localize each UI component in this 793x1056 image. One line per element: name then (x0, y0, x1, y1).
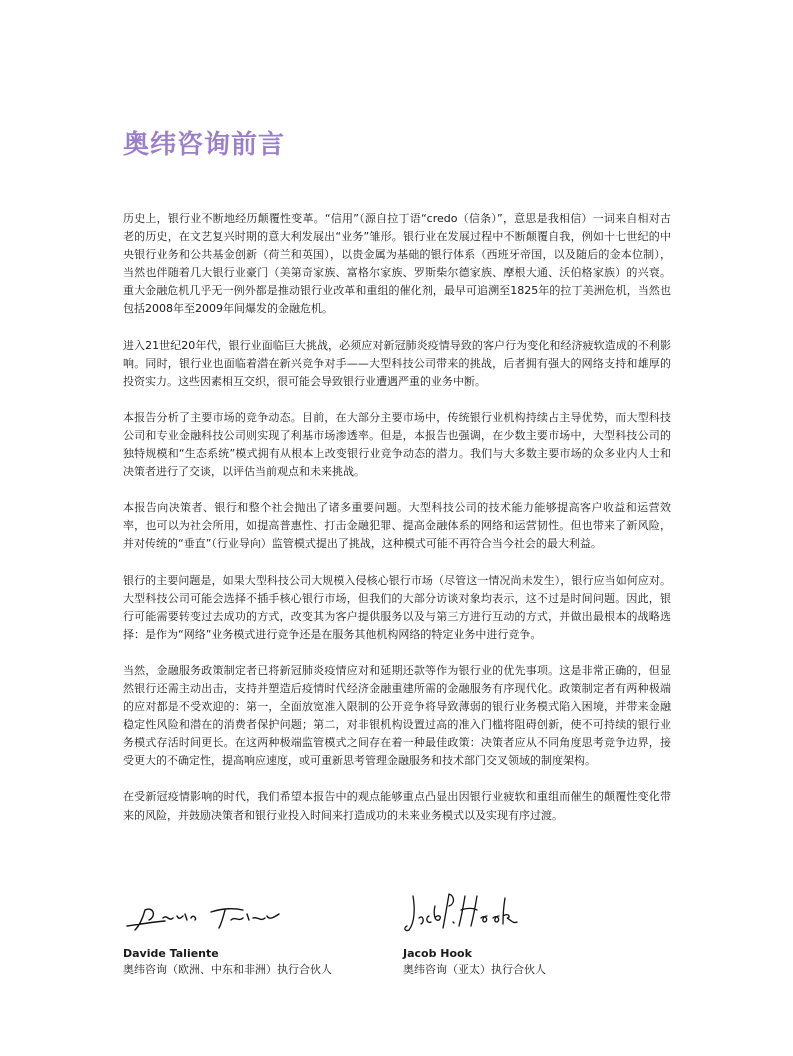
paragraph-history: 历史上，银行业不断地经历颠覆性变革。“信用”（源自拉丁语“credo（信条）”，意思是我相信）一词来自相对古老的历史，在文艺复兴时期的意大利发展出“业务”雏形。银行业在发展过程中不断颠覆自我，例如十七世纪的中央银行业务和公共基金创新（荷兰和英国），以贵金属为基础的银行体系（西班牙帝国，以及随后的金本位制），当然也伴随着几大银行业豪门（美第奇家族、富格尔家族、罗斯柴尔德家族、摩根大通、沃伯格家族）的兴衰。重大金融危机几乎无一例外都是推动银行业改革和重组的催化剂，最早可追溯至1825年的拉丁美洲危机，当然也包括2008年至2009年间爆发的金融危机。 (123, 212, 671, 316)
paragraph-policy: 当然，金融服务政策制定者已将新冠肺炎疫情应对和延期还款等作为银行业的优先事项。这是非常正确的，但显然银行还需主动出击，支持并塑造后疫情时代经济金融重建所需的金融服务有序现代化。政策制定者有两种极端的应对都是不受欢迎的：第一，全面放宽准入限制的公开竞争将导致薄弱的银行业务模式陷入困境，并带来金融稳定性风险和潜在的消费者保护问题；第二，对非银机构设置过高的准入门槛将阻碍创新，使不可持续的银行业务模式存活时间更长。在这两种极端监管模式之间存在着一种最佳政策：决策者应从不同角度思考竞争边界，接受更大的不确定性，提高响应速度，或可重新思考管理金融服务和技术部门交叉领域的制度架构。 (123, 663, 671, 768)
signer-title: 奥纬咨询（欧洲、中东和非洲）执行合伙人 (123, 963, 332, 976)
signature-block-davide (123, 888, 332, 978)
signature-block-jacob (403, 888, 563, 978)
signer-name: Jacob Hook (403, 947, 472, 960)
signature-image-davide (123, 888, 283, 936)
signer-title: 奥纬咨询（亚太）执行合伙人 (403, 963, 546, 976)
paragraph-bank-response: 银行的主要问题是，如果大型科技公司大规模入侵核心银行市场（尽管这一情况尚未发生），银行应当如何应对。大型科技公司可能会选择不插手核心银行市场，但我们的大部分访谈对象均表示，这不过是时间问题。因此，银行可能需要转变过去成功的方式，改变其为客户提供服务以及与第三方进行互动的方式，并做出最根本的战略选择：是作为“网络”业务模式进行竞争还是在服务其他机构网络的特定业务中进行竞争。 (123, 573, 671, 641)
body-text (123, 210, 671, 843)
paragraph-challenges: 进入21世纪20年代，银行业面临巨大挑战，必须应对新冠肺炎疫情导致的客户行为变化和经济疲软造成的不利影响。同时，银行业也面临着潜在新兴竞争对手——大型科技公司带来的挑战，后者拥有强大的网络支持和雄厚的投资实力。这些因素相互交织，很可能会导致银行业遭遇严重的业务中断。 (123, 338, 671, 388)
paragraph-competition: 本报告分析了主要市场的竞争动态。目前，在大部分主要市场中，传统银行业机构持续占主导优势，而大型科技公司和专业金融科技公司则实现了利基市场渗透率。但是，本报告也强调，在少数主要市场中，大型科技公司的独特规模和“生态系统”模式拥有从根本上改变银行业竞争动态的潜力。我们与大多数主要市场的众多业内人士和决策者进行了交谈，以评估当前观点和未来挑战。 (123, 410, 671, 479)
signer-name: Davide Taliente (123, 947, 219, 960)
paragraph-issues: 本报告向决策者、银行和整个社会抛出了诸多重要问题。大型科技公司的技术能力能够提高客户收益和运营效率，也可以为社会所用，如提高普惠性、打击金融犯罪、提高金融体系的网络和运营韧性。但也带来了新风险，并对传统的“垂直”（行业导向）监管模式提出了挑战，这种模式可能不再符合当今社会的最大利益。 (123, 501, 671, 551)
signature-section (123, 888, 683, 988)
page-title: 奥纬咨询前言 (123, 130, 286, 160)
paragraph-conclusion: 在受新冠疫情影响的时代，我们希望本报告中的观点能够重点凸显出因银行业疲软和重组而催生的颠覆性变化带来的风险，并鼓励决策者和银行业投入时间来打造成功的未来业务模式以及实现有序过渡。 (123, 790, 671, 822)
signature-image-jacob (403, 888, 563, 936)
